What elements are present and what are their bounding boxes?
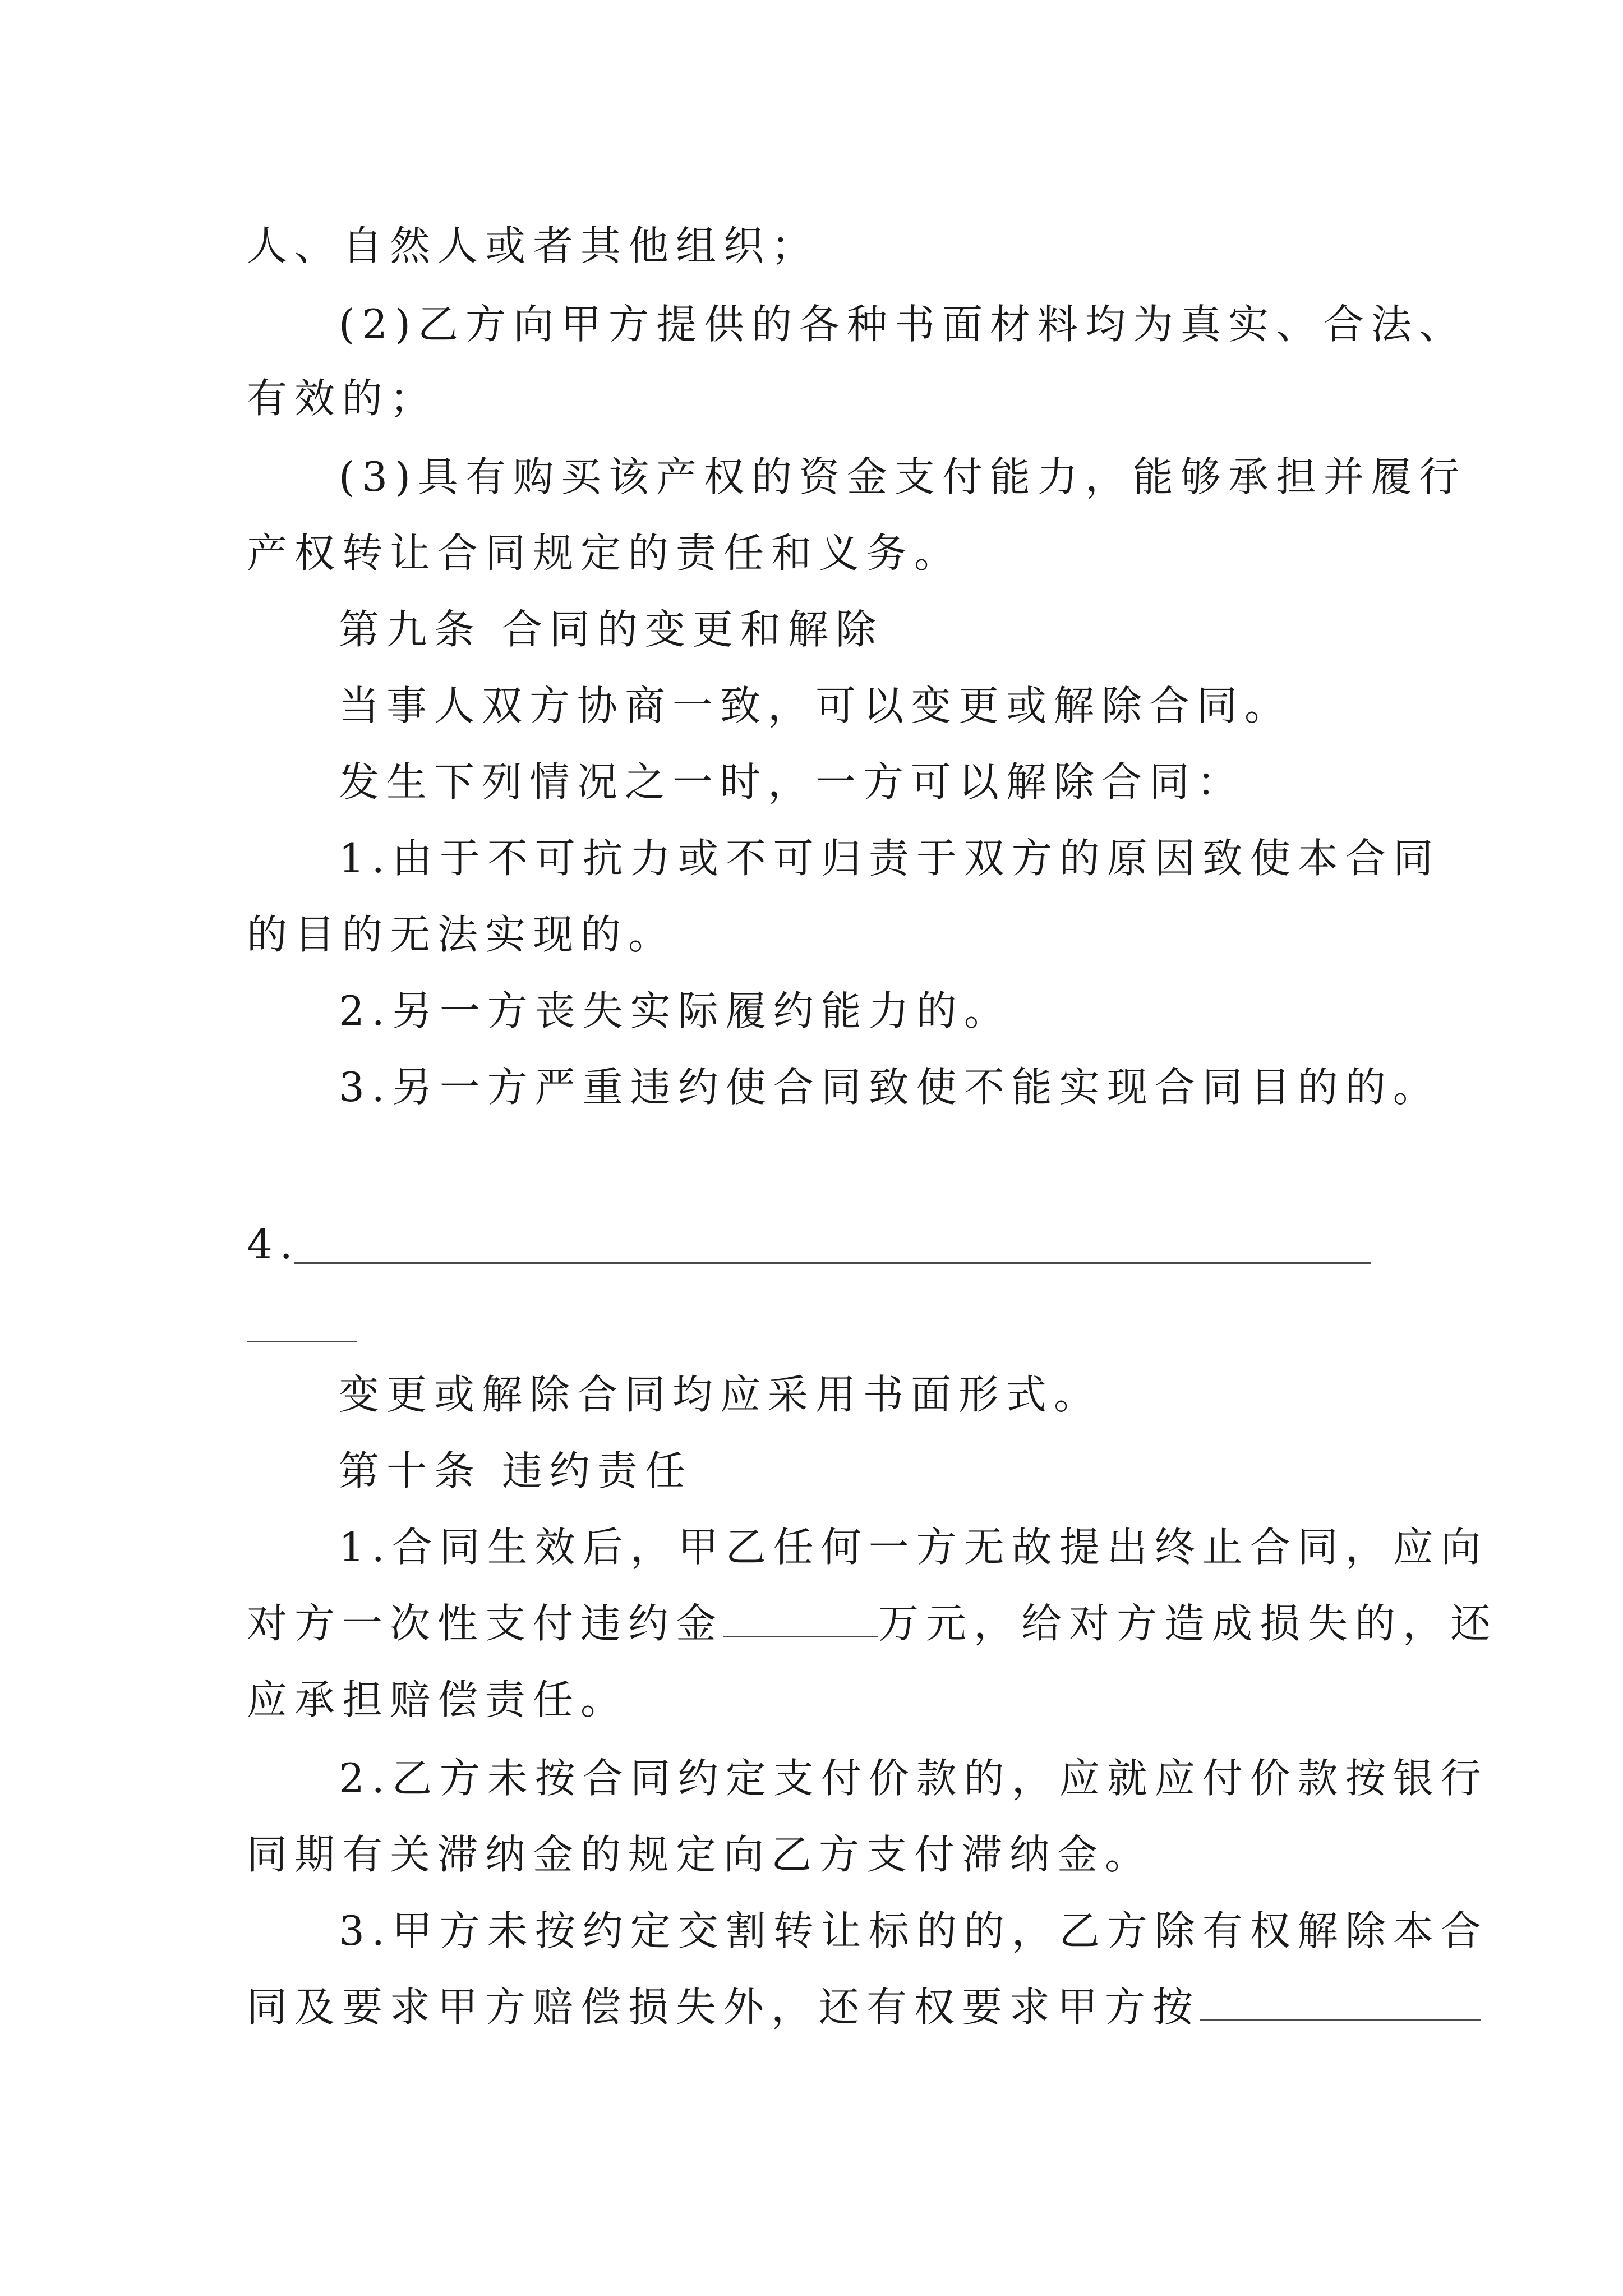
blank-underline: [247, 1341, 357, 1342]
text-line: 3.另一方严重违约使合同致使不能实现合同目的的。: [339, 1064, 1441, 1111]
text-line: 发生下列情况之一时，一方可以解除合同：: [339, 758, 1245, 806]
text-line: 同期有关滞纳金的规定向乙方支付滞纳金。: [247, 1831, 1153, 1878]
section-heading: 第九条 合同的变更和解除: [339, 606, 883, 653]
section-heading: 第十条 违约责任: [339, 1447, 693, 1494]
text-line: [247, 1979, 1481, 2035]
blank-underline: [723, 1602, 878, 1637]
text-line: [247, 1595, 1498, 1651]
text-line: 当事人双方协商一致，可以变更或解除合同。: [339, 682, 1293, 729]
text-segment: 对方一次性支付违约金: [247, 1600, 724, 1647]
text-line: 的目的无法实现的。: [247, 911, 676, 958]
text-line: 人、自然人或者其他组织；: [247, 222, 819, 269]
text-line: (2)乙方向甲方提供的各种书面材料均为真实、合法、: [339, 301, 1467, 348]
blank-underline: [294, 1262, 1371, 1264]
text-line: 有效的；: [247, 375, 438, 422]
text-line: (3)具有购买该产权的资金支付能力，能够承担并履行: [339, 453, 1467, 500]
text-line: 1.合同生效后，甲乙任何一方无故提出终止合同，应向: [339, 1524, 1488, 1571]
text-line: 变更或解除合同均应采用书面形式。: [339, 1371, 1102, 1418]
text-line: 1.由于不可抗力或不可归责于双方的原因致使本合同: [339, 835, 1441, 882]
blank-underline: [1200, 1986, 1481, 2021]
text-line: 4.: [247, 1221, 300, 1268]
text-line: 产权转让合同规定的责任和义务。: [247, 530, 962, 577]
text-line: 2.乙方未按合同约定支付价款的，应就应付价款按银行: [339, 1755, 1488, 1802]
text-line: 3.甲方未按约定交割转让标的的，乙方除有权解除本合: [339, 1907, 1488, 1954]
text-segment: 万元，给对方造成损失的，还: [878, 1600, 1498, 1647]
text-segment: 同及要求甲方赔偿损失外，还有权要求甲方按: [247, 1984, 1201, 2031]
text-line: 2.另一方丧失实际履约能力的。: [339, 987, 1012, 1034]
text-line: 应承担赔偿责任。: [247, 1676, 629, 1723]
